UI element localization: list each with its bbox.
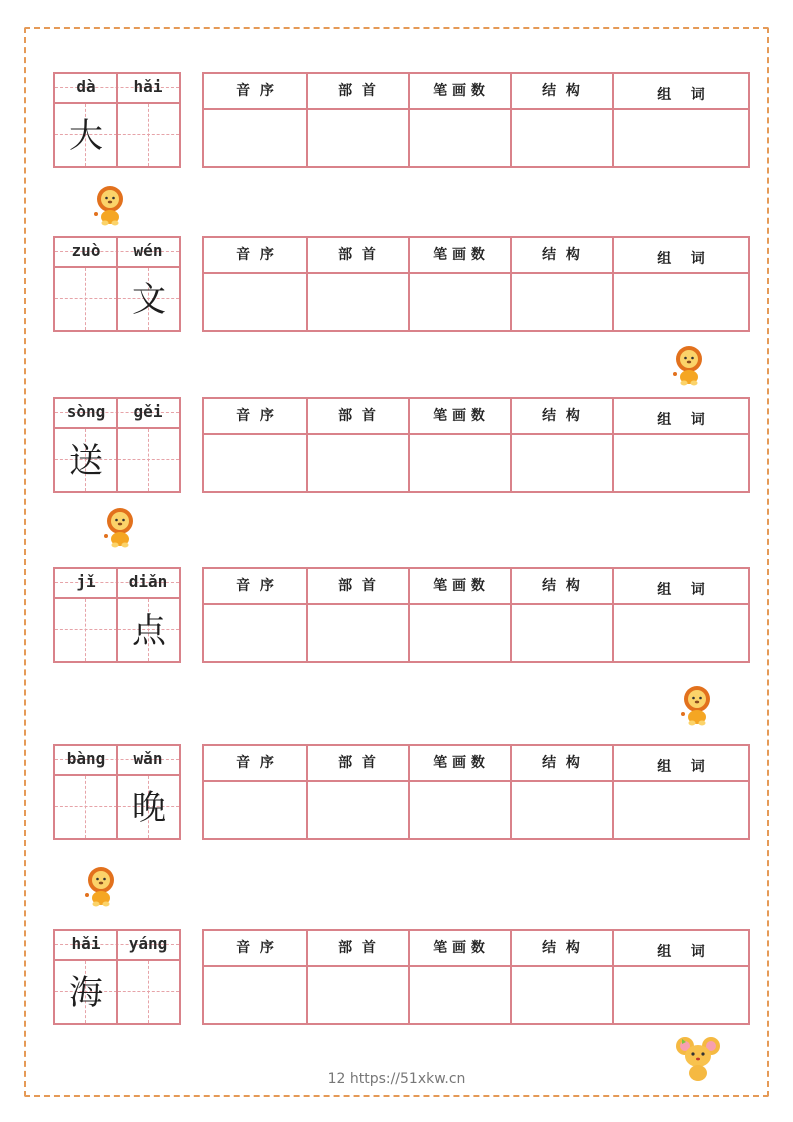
pinyin-left: dà — [76, 77, 96, 96]
analysis-table — [202, 744, 750, 840]
pinyin-left: hǎi — [71, 934, 101, 953]
answer-cell[interactable] — [512, 435, 610, 489]
answer-cell[interactable] — [614, 435, 748, 489]
header-yinxu: 音 序 — [236, 247, 274, 263]
answer-cell[interactable] — [308, 110, 406, 164]
header-bushou: 部 首 — [338, 408, 376, 424]
answer-cell[interactable] — [614, 605, 748, 659]
header-bushou: 部 首 — [338, 578, 376, 594]
header-jiegou: 结 构 — [542, 755, 580, 771]
mouse-icon — [673, 1034, 725, 1082]
answer-cell[interactable] — [206, 274, 304, 328]
answer-cell[interactable] — [206, 110, 304, 164]
tianzi-grid — [53, 929, 181, 1025]
header-zuci: 组 词 — [657, 412, 705, 428]
header-yinxu: 音 序 — [236, 940, 274, 956]
header-zuci: 组 词 — [657, 87, 705, 103]
header-yinxu: 音 序 — [236, 408, 274, 424]
header-yinxu: 音 序 — [236, 578, 274, 594]
pinyin-left: bàng — [66, 749, 106, 768]
pinyin-right: diǎn — [128, 572, 168, 591]
header-zuci: 组 词 — [657, 944, 705, 960]
analysis-table — [202, 567, 750, 663]
lion-icon — [92, 184, 128, 226]
header-bushou: 部 首 — [338, 247, 376, 263]
lion-icon — [102, 506, 138, 548]
header-jiegou: 结 构 — [542, 578, 580, 594]
pinyin-right: hǎi — [133, 77, 163, 96]
analysis-table — [202, 236, 750, 332]
tianzi-grid — [53, 72, 181, 168]
lion-icon — [83, 865, 119, 907]
hanzi-left — [55, 270, 117, 330]
page-footer: 12 https://51xkw.cn — [327, 1071, 466, 1087]
tianzi-grid — [53, 567, 181, 663]
hanzi-right: 文 — [132, 280, 166, 320]
answer-cell[interactable] — [512, 605, 610, 659]
hanzi-left: 送 — [69, 441, 103, 481]
answer-cell[interactable] — [308, 605, 406, 659]
hanzi-left: 海 — [69, 973, 103, 1013]
lion-icon — [671, 344, 707, 386]
hanzi-right: 点 — [132, 611, 166, 651]
answer-cell[interactable] — [206, 782, 304, 836]
pinyin-left: sòng — [66, 402, 106, 421]
header-bihuashu: 笔 画 数 — [433, 247, 485, 263]
pinyin-right: wén — [133, 241, 163, 260]
lion-icon — [679, 684, 715, 726]
header-bihuashu: 笔 画 数 — [433, 578, 485, 594]
hanzi-left: 大 — [69, 116, 103, 156]
header-bushou: 部 首 — [338, 940, 376, 956]
answer-cell[interactable] — [410, 435, 508, 489]
hanzi-right — [118, 431, 180, 491]
answer-cell[interactable] — [512, 967, 610, 1021]
answer-cell[interactable] — [410, 967, 508, 1021]
answer-cell[interactable] — [512, 110, 610, 164]
answer-cell[interactable] — [410, 274, 508, 328]
header-jiegou: 结 构 — [542, 83, 580, 99]
hanzi-left — [55, 601, 117, 661]
tianzi-grid — [53, 744, 181, 840]
hanzi-right: 晚 — [132, 788, 166, 828]
hanzi-right — [118, 106, 180, 166]
answer-cell[interactable] — [308, 274, 406, 328]
answer-cell[interactable] — [512, 782, 610, 836]
header-bihuashu: 笔 画 数 — [433, 940, 485, 956]
header-yinxu: 音 序 — [236, 755, 274, 771]
answer-cell[interactable] — [308, 967, 406, 1021]
header-yinxu: 音 序 — [236, 83, 274, 99]
answer-cell[interactable] — [308, 782, 406, 836]
pinyin-left: jǐ — [76, 572, 96, 591]
pinyin-right: wǎn — [133, 749, 163, 768]
header-jiegou: 结 构 — [542, 408, 580, 424]
answer-cell[interactable] — [614, 110, 748, 164]
header-bihuashu: 笔 画 数 — [433, 755, 485, 771]
analysis-table — [202, 929, 750, 1025]
pinyin-right: gěi — [133, 402, 163, 421]
header-bushou: 部 首 — [338, 83, 376, 99]
header-jiegou: 结 构 — [542, 247, 580, 263]
header-bihuashu: 笔 画 数 — [433, 83, 485, 99]
header-bushou: 部 首 — [338, 755, 376, 771]
tianzi-grid — [53, 236, 181, 332]
answer-cell[interactable] — [410, 605, 508, 659]
pinyin-left: zuò — [71, 241, 101, 260]
answer-cell[interactable] — [410, 782, 508, 836]
pinyin-right: yáng — [128, 934, 168, 953]
hanzi-right — [118, 963, 180, 1023]
analysis-table — [202, 397, 750, 493]
header-zuci: 组 词 — [657, 759, 705, 775]
analysis-table — [202, 72, 750, 168]
tianzi-grid — [53, 397, 181, 493]
answer-cell[interactable] — [614, 782, 748, 836]
answer-cell[interactable] — [614, 967, 748, 1021]
answer-cell[interactable] — [308, 435, 406, 489]
hanzi-left — [55, 778, 117, 838]
header-zuci: 组 词 — [657, 251, 705, 267]
answer-cell[interactable] — [206, 435, 304, 489]
header-jiegou: 结 构 — [542, 940, 580, 956]
header-zuci: 组 词 — [657, 582, 705, 598]
answer-cell[interactable] — [512, 274, 610, 328]
answer-cell[interactable] — [206, 967, 304, 1021]
header-bihuashu: 笔 画 数 — [433, 408, 485, 424]
answer-cell[interactable] — [410, 110, 508, 164]
answer-cell[interactable] — [206, 605, 304, 659]
answer-cell[interactable] — [614, 274, 748, 328]
